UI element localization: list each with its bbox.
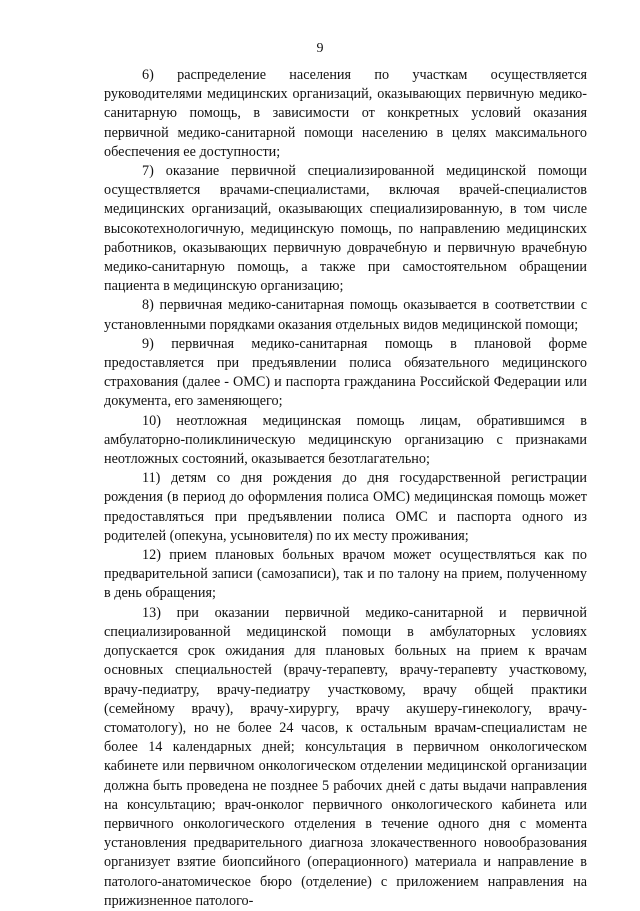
paragraph-item-6: 6) распределение населения по участкам осуществляется руководителями медицинских организаций, оказывающих первичную медико-санитарную помощь, в зависимости от конкретных условий оказания первичной медико-санитарной помощи населению в целях максимального обеспечения ее доступности;	[104, 67, 587, 160]
document-body	[104, 66, 587, 911]
page-number: 9	[316, 41, 324, 56]
paragraph-item-11: 11) детям со дня рождения до дня государственной регистрации рождения (в период до оформления полиса ОМС) медицинская помощь может предоставляться при предъявлении полиса ОМС и паспорта одного из родителей (опекуна, усыновителя) по их месту проживания;	[104, 470, 587, 544]
paragraph-item-7: 7) оказание первичной специализированной медицинской помощи осуществляется врачами-специалистами, включая врачей-специалистов медицинских организаций, оказывающих специализированную, в том числе высокотехнологичную, медицинскую помощь, по направлению медицинских работников, оказывающих первичную доврачебную и первичную врачебную медико-санитарную помощь, а также при самостоятельном обращении пациента в медицинскую организацию;	[104, 163, 587, 295]
paragraph-item-13: 13) при оказании первичной медико-санитарной и первичной специализированной медицинской помощи в амбулаторных условиях допускается срок ожидания для плановых больных на прием к врачам основных специальностей (врачу-терапевту, врачу-терапевту участковому, врачу-педиатру, врачу-педиатру участковому, врачу общей практики (семейному врачу), врачу-хирургу, врачу акушеру-гинекологу, врачу-стоматологу), но не более 24 часов, к остальным врачам-специалистам не более 14 календарных дней; консультация в первичном онкологическом кабинете или первичном онкологическом отделении медицинской организации должна быть проведена не позднее 5 рабочих дней с даты выдачи направления на консультацию; врач-онколог первичного онкологического кабинета или первичного онкологического отделения в течение одного дня с момента установления предварительного диагноза злокачественного новообразования организует взятие биопсийного (операционного) материала и направление в патолого-анатомическое бюро (отделение) с приложением направления на прижизненное патолого-	[104, 604, 587, 909]
paragraph-item-10: 10) неотложная медицинская помощь лицам, обратившимся в амбулаторно-поликлиническую медицинскую организацию с признаками неотложных состояний, оказывается безотлагательно;	[104, 412, 587, 468]
paragraph-item-12: 12) прием плановых больных врачом может осуществляться как по предварительной записи (самозаписи), так и по талону на прием, полученному в день обращения;	[104, 547, 587, 602]
paragraph-item-9: 9) первичная медико-санитарная помощь в плановой форме предоставляется при предъявлении полиса обязательного медицинского страхования (далее - ОМС) и паспорта гражданина Российской Федерации или документа, его заменяющего;	[104, 335, 587, 410]
paragraph-item-8: 8) первичная медико-санитарная помощь оказывается в соответствии с установленными порядками оказания отдельных видов медицинской помощи;	[104, 297, 587, 333]
